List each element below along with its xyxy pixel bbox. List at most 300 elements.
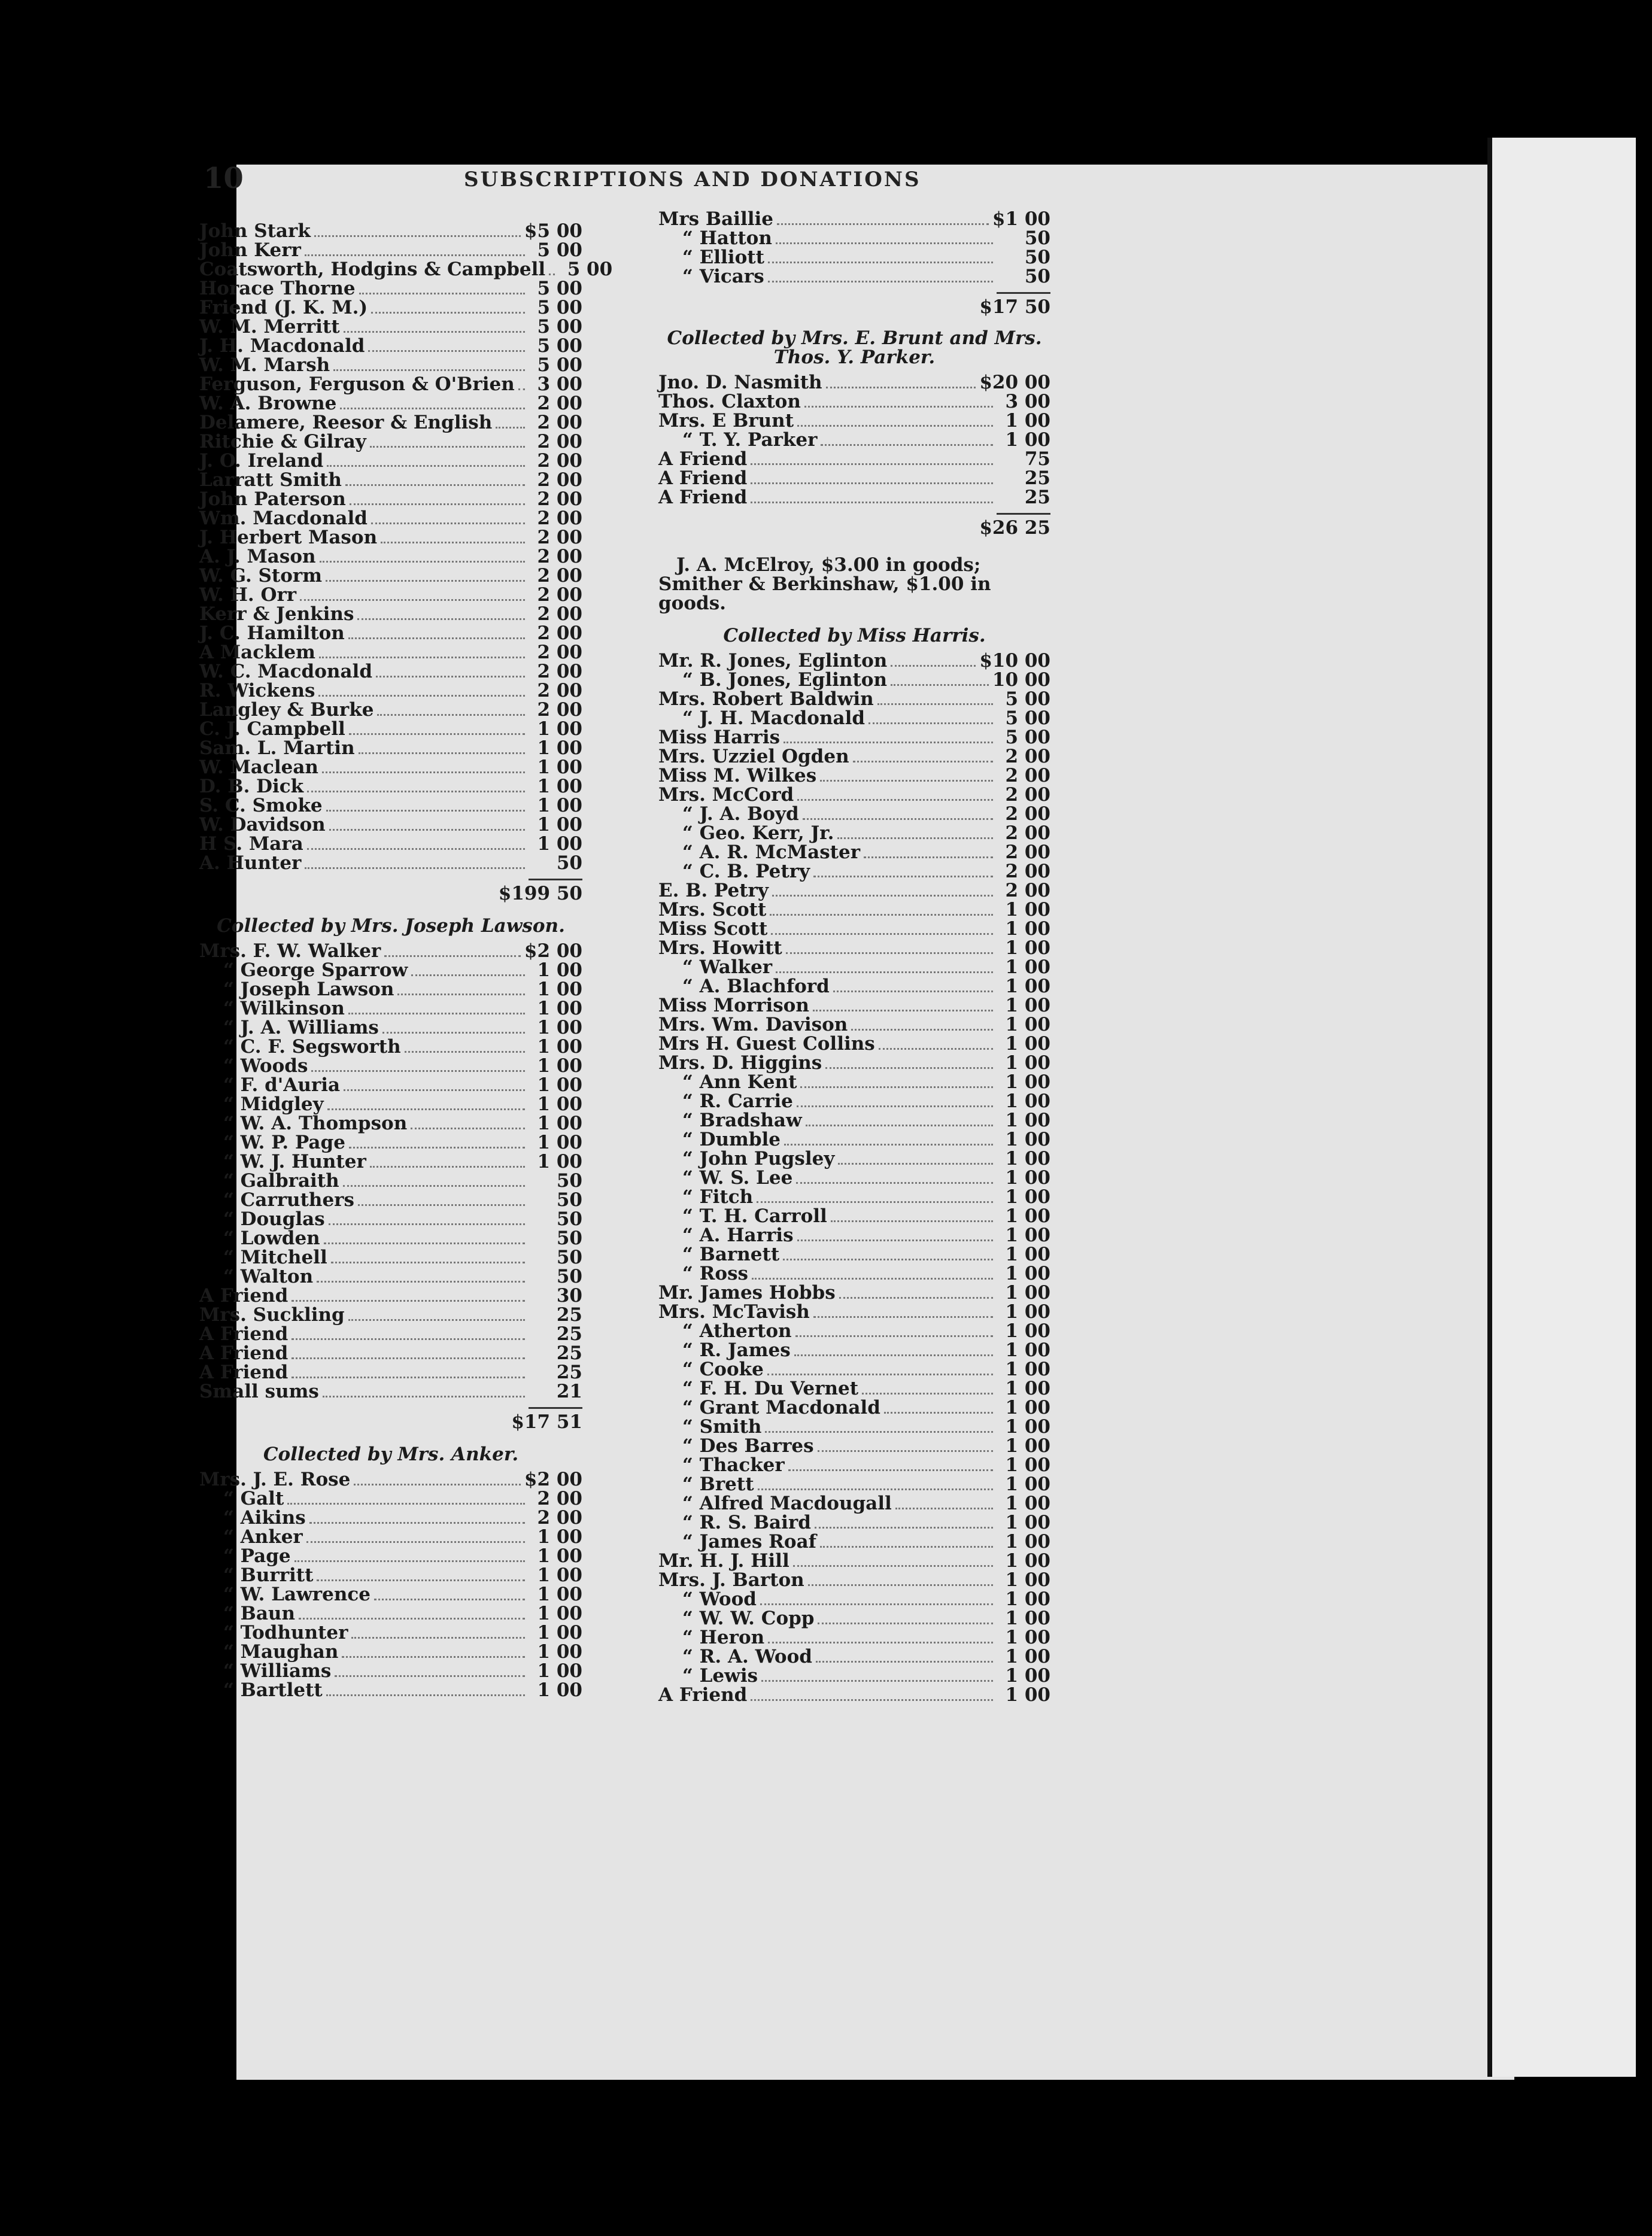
donor-name: “ Smith [682, 1416, 762, 1438]
amount: 1 00 [1005, 1454, 1050, 1476]
subscription-list-3 [199, 1470, 582, 1700]
dot-leader [344, 331, 525, 333]
donor-name: Mrs. E Brunt [658, 410, 794, 432]
amount: 50 [1024, 227, 1050, 249]
dot-leader [311, 1070, 525, 1072]
list-item [658, 1647, 1050, 1666]
dot-leader [335, 1675, 525, 1677]
list-item [658, 1609, 1050, 1628]
amount: 2 00 [537, 699, 582, 721]
dot-leader [868, 722, 993, 724]
list-item [658, 1685, 1050, 1705]
dot-leader [751, 1699, 993, 1701]
dot-leader [294, 1560, 525, 1562]
list-item [658, 862, 1050, 881]
dot-leader [291, 1338, 525, 1340]
subscription-list-1 [199, 220, 613, 874]
amount: 1 00 [1005, 1090, 1050, 1112]
amount: $20 00 [979, 372, 1050, 393]
donor-name: Mrs. D. Higgins [658, 1052, 822, 1074]
donor-name: A Macklem [199, 642, 315, 663]
list-item [199, 643, 582, 662]
donor-name: “ R. James [682, 1339, 791, 1361]
dot-leader [287, 1503, 525, 1505]
amount: $5 00 [524, 220, 582, 242]
amount: 2 00 [1005, 746, 1050, 767]
list-item [199, 336, 582, 356]
amount: 1 00 [537, 1151, 582, 1172]
list-item [199, 1248, 582, 1267]
total-rule [997, 513, 1050, 515]
amount: 1 00 [537, 1017, 582, 1038]
donor-name: “ Burritt [223, 1564, 314, 1586]
dot-leader [751, 502, 993, 503]
list-item [658, 488, 1050, 507]
dot-leader [305, 254, 525, 256]
list-item [658, 1015, 1050, 1034]
amount: 1 00 [537, 737, 582, 759]
dot-leader [891, 684, 989, 686]
donor-name: W. Maclean [199, 757, 318, 778]
donor-name: “ Walker [682, 956, 773, 978]
donor-name: Mrs. McTavish [658, 1301, 810, 1323]
amount: 1 00 [1005, 1493, 1050, 1514]
subscription-list-2 [658, 373, 1050, 507]
list-item [658, 1130, 1050, 1149]
list-item [658, 1360, 1050, 1379]
donor-name: Friend (J. K. M.) [199, 297, 368, 318]
donor-name: Mrs. F. W. Walker [199, 940, 381, 962]
donor-name: A Friend [199, 1342, 289, 1364]
dot-leader [851, 1029, 993, 1031]
amount: 2 00 [537, 488, 582, 510]
dot-leader [382, 1032, 525, 1034]
donor-name: “ Anker [223, 1526, 303, 1548]
list-item [199, 796, 582, 815]
donor-name: A Friend [658, 448, 748, 470]
amount: 5 00 [537, 316, 582, 338]
dot-leader [329, 1223, 525, 1225]
amount: 50 [556, 1189, 582, 1211]
donor-name: Mrs. Scott [658, 899, 767, 920]
amount: 1 00 [1005, 429, 1050, 451]
dot-leader [305, 867, 525, 869]
donor-name: “ Maughan [223, 1641, 339, 1663]
dot-leader [496, 427, 525, 429]
list-item [199, 777, 582, 796]
amount: 1 00 [537, 1132, 582, 1153]
amount: 1 00 [1005, 1512, 1050, 1533]
list-item [658, 977, 1050, 996]
list-item [199, 604, 582, 624]
list-item [199, 1114, 582, 1133]
amount: 50 [1024, 266, 1050, 287]
donor-name: Coatsworth, Hodgins & Campbell [199, 259, 546, 280]
dot-leader [853, 761, 993, 762]
amount: 3 00 [1005, 391, 1050, 412]
list-item [199, 700, 582, 719]
donor-name: “ Mitchell [223, 1247, 327, 1268]
amount: 1 00 [1005, 1263, 1050, 1284]
list-item [199, 980, 582, 999]
list-item [199, 1133, 582, 1152]
section-header: Collected by Mrs. Joseph Lawson. [217, 915, 565, 937]
dot-leader [317, 1281, 525, 1283]
amount: $2 00 [524, 940, 582, 962]
donor-name: Small sums [199, 1381, 319, 1402]
dot-leader [776, 971, 993, 973]
amount: 2 00 [1005, 803, 1050, 825]
list-item [658, 747, 1050, 766]
donor-name: “ Atherton [682, 1320, 792, 1342]
amount: 2 00 [537, 412, 582, 433]
amount: 1 00 [537, 795, 582, 816]
amount: 30 [556, 1285, 582, 1307]
dot-leader [354, 1484, 521, 1485]
amount: 2 00 [1005, 822, 1050, 844]
amount: 10 00 [992, 669, 1050, 691]
list-item [658, 373, 1050, 392]
donor-name: A Friend [658, 467, 748, 489]
list-item [199, 509, 582, 528]
donor-name: Miss Harris [658, 727, 781, 748]
list-item [658, 1321, 1050, 1341]
amount: 1 00 [1005, 1684, 1050, 1706]
dot-leader [751, 463, 993, 465]
donor-name: “ Galt [223, 1488, 284, 1509]
list-item [658, 1456, 1050, 1475]
list-item [658, 996, 1050, 1015]
subscription-list-1 [658, 209, 1050, 286]
donor-name: “ T. Y. Parker [682, 429, 818, 451]
dot-leader [333, 369, 525, 371]
dot-leader [786, 952, 993, 954]
amount: 2 00 [1005, 784, 1050, 806]
donor-name: “ Wood [682, 1588, 757, 1610]
dot-leader [797, 799, 993, 801]
list-item [658, 1034, 1050, 1053]
list-item [199, 470, 582, 490]
donor-name: J. O. Ireland [199, 450, 324, 472]
donor-name: “ W. J. Hunter [223, 1151, 366, 1172]
amount: 50 [556, 1228, 582, 1249]
dot-leader [794, 1354, 993, 1356]
donor-name: “ Carruthers [223, 1189, 354, 1211]
dot-leader [768, 281, 993, 282]
amount: 1 00 [1005, 937, 1050, 959]
amount: 25 [556, 1323, 582, 1345]
dot-leader [752, 1278, 993, 1280]
donor-name: “ A. Blachford [682, 976, 830, 997]
donor-name: “ C. F. Segsworth [223, 1036, 401, 1058]
list-item [658, 1341, 1050, 1360]
list-item [199, 739, 582, 758]
dot-leader [761, 1680, 993, 1682]
list-item [199, 1382, 582, 1401]
dot-leader [326, 1694, 525, 1696]
list-item [199, 662, 582, 681]
dot-leader [797, 1105, 993, 1107]
dot-leader [376, 676, 525, 678]
donor-name: “ Bradshaw [682, 1110, 802, 1131]
donor-name: “ Williams [223, 1660, 332, 1682]
amount: 2 00 [537, 450, 582, 472]
amount: 1 00 [1005, 1531, 1050, 1553]
dot-leader [770, 914, 993, 916]
section-header: Collected by Mrs. E. Brunt and Mrs. Thos. Y. Parker. [667, 327, 1042, 368]
amount: 1 00 [1005, 1148, 1050, 1169]
list-item [199, 1286, 582, 1305]
donor-name: “ B. Jones, Eglinton [682, 669, 887, 691]
list-item [658, 1283, 1050, 1302]
donor-name: “ Bartlett [223, 1679, 323, 1701]
donor-name: “ J. A. Williams [223, 1017, 379, 1038]
donor-name: “ Todhunter [223, 1622, 348, 1643]
dot-leader [813, 1316, 993, 1318]
amount: 1 00 [1005, 1052, 1050, 1074]
dot-leader [307, 848, 525, 850]
dot-leader [357, 618, 525, 620]
donor-name: Miss M. Wilkes [658, 765, 817, 786]
dot-leader [767, 1374, 993, 1375]
dot-leader [397, 994, 525, 995]
list-item [199, 1470, 582, 1489]
dot-leader [370, 1166, 525, 1168]
list-item [199, 566, 582, 585]
list-item [658, 209, 1050, 229]
dot-leader [796, 1182, 993, 1184]
donor-name: W. C. Macdonald [199, 661, 372, 682]
amount: 1 00 [1005, 1205, 1050, 1227]
dot-leader [768, 1642, 993, 1643]
amount: 1 00 [1005, 1225, 1050, 1246]
donor-name: Mrs. Suckling [199, 1304, 345, 1326]
list-item [199, 1056, 582, 1076]
dot-leader [808, 1584, 993, 1586]
donor-name: “ Alfred Macdougall [682, 1493, 892, 1514]
dot-leader [765, 1431, 993, 1433]
amount: 2 00 [537, 469, 582, 491]
list-item [658, 1053, 1050, 1073]
amount: 1 00 [537, 1526, 582, 1548]
section-header: Collected by Miss Harris. [723, 625, 986, 646]
donor-name: “ Grant Macdonald [682, 1397, 880, 1418]
list-item [199, 999, 582, 1018]
amount: 1 00 [1005, 1627, 1050, 1648]
amount: 50 [556, 852, 582, 874]
list-item [658, 824, 1050, 843]
list-item [658, 1302, 1050, 1321]
subscription-list-2 [199, 941, 582, 1401]
donor-name: “ R. S. Baird [682, 1512, 811, 1533]
amount: 1 00 [1005, 1435, 1050, 1457]
donor-name: Langley & Burke [199, 699, 374, 721]
list-item [199, 375, 582, 394]
donor-name: “ Midgley [223, 1093, 324, 1115]
donor-name: Ferguson, Ferguson & O'Brien [199, 373, 515, 395]
dot-leader [349, 1147, 525, 1149]
dot-leader [821, 444, 993, 446]
donor-name: A Friend [658, 487, 748, 508]
list-item [658, 411, 1050, 430]
dot-leader [804, 406, 993, 408]
amount: 2 00 [1005, 841, 1050, 863]
list-item [658, 958, 1050, 977]
amount: 1 00 [1005, 899, 1050, 920]
list-item [199, 1508, 582, 1527]
list-item [199, 815, 582, 834]
amount: 1 00 [1005, 1588, 1050, 1610]
amount: 2 00 [537, 393, 582, 414]
dot-leader [820, 1546, 993, 1548]
list-item [199, 1095, 582, 1114]
list-item [199, 585, 582, 604]
amount: 2 00 [537, 584, 582, 606]
donor-name: “ Douglas [223, 1208, 325, 1230]
dot-leader [815, 1527, 993, 1529]
right-column [658, 209, 1050, 1705]
dot-leader [411, 1128, 525, 1129]
list-item [199, 1018, 582, 1037]
amount: 50 [556, 1266, 582, 1287]
subtotal: $17 50 [979, 296, 1050, 318]
amount: 25 [556, 1304, 582, 1326]
donor-name: J. C. Hamilton [199, 622, 345, 644]
donor-name: Larratt Smith [199, 469, 342, 491]
dot-leader [771, 933, 993, 935]
list-item [199, 356, 582, 375]
amount: 2 00 [1005, 861, 1050, 882]
donor-name: “ F. H. Du Vernet [682, 1378, 859, 1399]
list-item [658, 843, 1050, 862]
list-item [658, 248, 1050, 267]
amount: 5 00 [1005, 688, 1050, 710]
dot-leader [309, 1522, 525, 1524]
dot-leader [327, 1108, 525, 1110]
donor-name: “ A. R. McMaster [682, 841, 861, 863]
donor-name: C. J. Campbell [199, 718, 345, 740]
donor-name: “ C. B. Petry [682, 861, 810, 882]
list-item [658, 1226, 1050, 1245]
donor-name: Jno. D. Nasmith [658, 372, 822, 393]
amount: 5 00 [1005, 727, 1050, 748]
dot-leader [371, 522, 525, 524]
dot-leader [345, 484, 525, 486]
amount: 1 00 [1005, 1608, 1050, 1629]
donor-name: “ Fitch [682, 1186, 754, 1208]
donor-name: “ Woods [223, 1055, 308, 1077]
donor-name: “ James Roaf [682, 1531, 817, 1553]
dot-leader [324, 1242, 525, 1244]
amount: 3 00 [537, 373, 582, 395]
dot-leader [818, 1623, 993, 1624]
donor-name: “ Baun [223, 1603, 295, 1624]
donor-name: “ Hatton [682, 227, 772, 249]
dot-leader [291, 1377, 525, 1378]
donor-name: Mrs H. Guest Collins [658, 1033, 875, 1055]
donor-name: “ J. H. Macdonald [682, 707, 866, 729]
amount: 1 00 [1005, 1378, 1050, 1399]
donor-name: “ Galbraith [223, 1170, 339, 1192]
dot-leader [879, 1048, 993, 1050]
donor-name: “ Geo. Kerr, Jr. [682, 822, 834, 844]
donor-name: “ Wilkinson [223, 998, 345, 1019]
amount: 1 00 [1005, 1301, 1050, 1323]
list-item [199, 1324, 582, 1344]
dot-leader [788, 1469, 993, 1471]
list-item [199, 1642, 582, 1661]
donor-name: A Friend [658, 1684, 748, 1706]
amount: 1 00 [537, 1055, 582, 1077]
amount: 1 00 [537, 1584, 582, 1605]
amount: 1 00 [1005, 1397, 1050, 1418]
dot-leader [359, 752, 525, 754]
list-item [199, 1076, 582, 1095]
amount: 50 [556, 1247, 582, 1268]
donor-name: A Friend [199, 1362, 289, 1383]
list-item [199, 1305, 582, 1324]
donor-name: “ W. Lawrence [223, 1584, 371, 1605]
amount: 2 00 [537, 1507, 582, 1529]
list-item [658, 430, 1050, 449]
list-item [658, 1207, 1050, 1226]
dot-leader [405, 1051, 525, 1053]
list-item [199, 1190, 582, 1210]
dot-leader [370, 446, 525, 448]
dot-leader [371, 312, 525, 314]
list-item [199, 1363, 582, 1382]
dot-leader [374, 1599, 525, 1600]
dot-leader [291, 1300, 525, 1302]
dot-leader [818, 1450, 993, 1452]
amount: 1 00 [1005, 976, 1050, 997]
dot-leader [348, 637, 525, 639]
donor-name: S. C. Smoke [199, 795, 323, 816]
dot-leader [318, 695, 525, 697]
list-item [199, 1344, 582, 1363]
dot-leader [331, 1262, 525, 1263]
list-item [199, 1661, 582, 1681]
donor-name: “ Aikins [223, 1507, 306, 1529]
dot-leader [326, 810, 525, 812]
donor-name: Delamere, Reesor & English [199, 412, 493, 433]
dot-leader [327, 465, 525, 467]
list-item [658, 267, 1050, 286]
dot-leader [800, 1086, 993, 1088]
donor-name: W. M. Marsh [199, 354, 330, 376]
amount: 1 00 [537, 1036, 582, 1058]
running-head: SUBSCRIPTIONS AND DONATIONS [464, 168, 921, 192]
amount: 1 00 [1005, 1474, 1050, 1495]
dot-leader [803, 818, 993, 820]
dot-leader [757, 1201, 993, 1203]
donor-name: Mrs. Howitt [658, 937, 782, 959]
subscription-list-3 [658, 651, 1050, 1705]
donor-name: J. H. Macdonald [199, 335, 365, 357]
list-item [658, 1111, 1050, 1130]
list-item [658, 1379, 1050, 1398]
amount: 1 00 [1005, 1167, 1050, 1189]
amount: 25 [556, 1342, 582, 1364]
dot-leader [891, 665, 976, 667]
subtotal: $199 50 [498, 883, 582, 904]
amount: 1 00 [1005, 1033, 1050, 1055]
donor-name: Sam. L. Martin [199, 737, 355, 759]
list-item [658, 1475, 1050, 1494]
amount: 2 00 [537, 642, 582, 663]
dot-leader [877, 703, 993, 705]
donor-name: “ Heron [682, 1627, 765, 1648]
